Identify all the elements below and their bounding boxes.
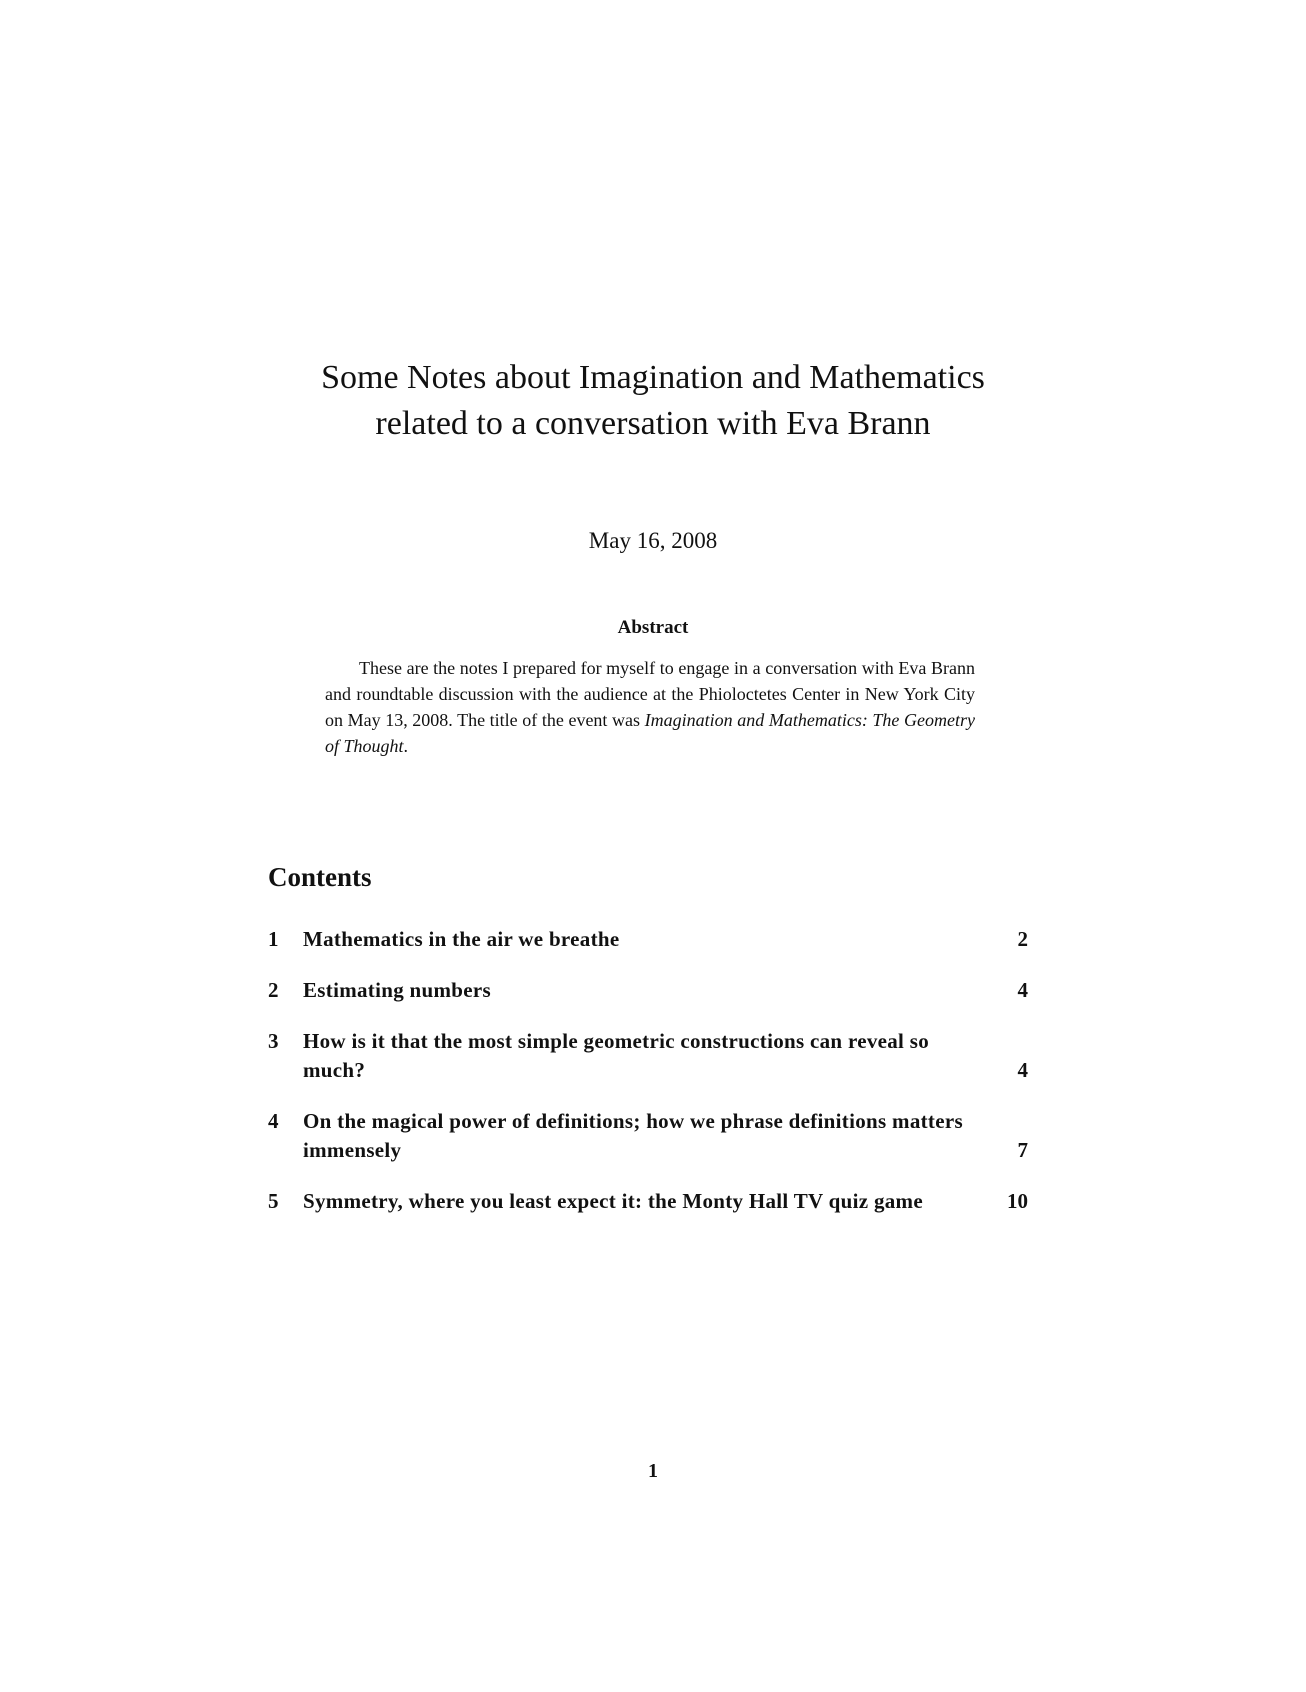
page-number: 1 xyxy=(648,1460,658,1482)
paper-title xyxy=(0,355,1306,447)
toc-entry-5[interactable] xyxy=(268,1187,1028,1216)
toc-entry-number: 1 xyxy=(268,927,279,951)
abstract-event-title: Imagination and Mathematics: The Geometry of Thought xyxy=(325,710,975,756)
toc-entry-title: Mathematics in the air we breathe xyxy=(303,927,620,951)
toc-entry-title: On the magical power of definitions; how we phrase definitions matters immensely xyxy=(303,1109,963,1162)
toc-entry-title: How is it that the most simple geometric constructions can reveal so much? xyxy=(303,1029,929,1082)
toc-entry-page: 2 xyxy=(1017,927,1028,951)
table-of-contents xyxy=(268,925,1028,1238)
toc-entry-1[interactable] xyxy=(268,925,1028,954)
toc-entry-number: 2 xyxy=(268,978,279,1002)
contents-heading: Contents xyxy=(268,862,372,892)
toc-entry-page: 10 xyxy=(1007,1189,1028,1213)
title-line-2: related to a conversation with Eva Brann xyxy=(375,405,931,442)
abstract-body xyxy=(325,655,975,759)
toc-entry-3[interactable] xyxy=(268,1027,1028,1085)
toc-entry-page: 4 xyxy=(1017,1058,1028,1082)
toc-entry-2[interactable] xyxy=(268,976,1028,1005)
abstract-end: . xyxy=(403,736,409,756)
toc-entry-number: 4 xyxy=(268,1109,279,1133)
toc-entry-page: 7 xyxy=(1017,1138,1028,1162)
title-line-1: Some Notes about Imagination and Mathematics xyxy=(321,359,985,396)
toc-entry-page: 4 xyxy=(1017,978,1028,1002)
abstract-heading: Abstract xyxy=(617,617,689,638)
toc-entry-title: Estimating numbers xyxy=(303,978,492,1002)
toc-entry-4[interactable] xyxy=(268,1107,1028,1165)
toc-entry-number: 3 xyxy=(268,1029,279,1053)
toc-entry-title: Symmetry, where you least expect it: the Monty Hall TV quiz game xyxy=(303,1189,923,1213)
paper-date: May 16, 2008 xyxy=(588,528,718,553)
abstract-text: These are the notes I prepared for myself to engage in a conversation with Eva Brann and roundtable discussion with the audience at the Phioloctetes Center in New York City on May 13, 2008. The title of the event was xyxy=(325,658,975,730)
toc-entry-number: 5 xyxy=(268,1189,279,1213)
